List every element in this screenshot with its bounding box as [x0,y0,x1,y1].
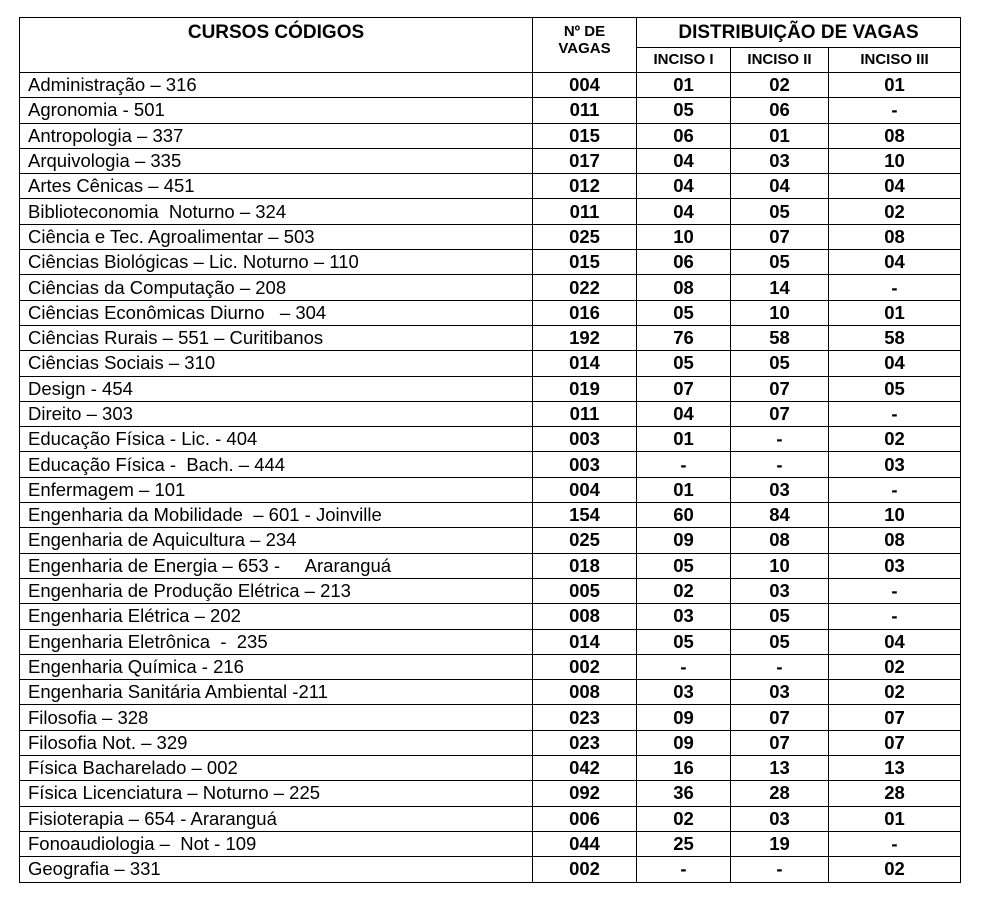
inciso-2-cell: 03 [731,680,829,705]
inciso-2-cell: 14 [731,275,829,300]
inciso-3-cell: - [829,831,961,856]
inciso-1-cell: 09 [637,705,731,730]
header-cursos-codigos: CURSOS CÓDIGOS [20,18,533,73]
course-name-cell: Física Bacharelado – 002 [20,756,533,781]
table-row [20,781,961,806]
inciso-2-cell: 28 [731,781,829,806]
table-row [20,553,961,578]
course-name-cell: Antropologia – 337 [20,123,533,148]
inciso-1-cell: 02 [637,806,731,831]
inciso-2-cell: 07 [731,376,829,401]
table-row [20,756,961,781]
inciso-2-cell: - [731,427,829,452]
table-row [20,123,961,148]
course-name-cell: Ciências Rurais – 551 – Curitibanos [20,325,533,350]
table-row [20,654,961,679]
table-row [20,857,961,882]
vagas-cell: 025 [533,528,637,553]
course-name-cell: Engenharia de Produção Elétrica – 213 [20,578,533,603]
course-name-cell: Engenharia de Energia – 653 - Araranguá [20,553,533,578]
inciso-1-cell: 01 [637,427,731,452]
inciso-3-cell: 04 [829,250,961,275]
inciso-3-cell: 08 [829,224,961,249]
course-name-cell: Educação Física - Bach. – 444 [20,452,533,477]
inciso-1-cell: 01 [637,477,731,502]
table-row [20,831,961,856]
inciso-2-cell: 07 [731,705,829,730]
table-row [20,98,961,123]
vagas-cell: 002 [533,654,637,679]
table-row [20,705,961,730]
table-body [20,73,961,883]
inciso-1-cell: 60 [637,503,731,528]
inciso-3-cell: 07 [829,730,961,755]
course-name-cell: Ciências Econômicas Diurno – 304 [20,300,533,325]
table-row [20,578,961,603]
table-row [20,300,961,325]
inciso-1-cell: 04 [637,199,731,224]
vagas-cell: 023 [533,730,637,755]
inciso-1-cell: 04 [637,148,731,173]
course-name-cell: Fonoaudiologia – Not - 109 [20,831,533,856]
inciso-3-cell: 01 [829,806,961,831]
inciso-2-cell: 84 [731,503,829,528]
inciso-2-cell: 19 [731,831,829,856]
vagas-cell: 003 [533,427,637,452]
inciso-2-cell: 10 [731,553,829,578]
vagas-cell: 011 [533,199,637,224]
table-row [20,528,961,553]
vagas-cell: 002 [533,857,637,882]
header-num-vagas [533,18,637,73]
inciso-3-cell: - [829,604,961,629]
inciso-2-cell: - [731,654,829,679]
inciso-1-cell: 76 [637,325,731,350]
inciso-3-cell: - [829,578,961,603]
inciso-2-cell: - [731,857,829,882]
vagas-cell: 044 [533,831,637,856]
vagas-cell: 004 [533,477,637,502]
inciso-3-cell: 05 [829,376,961,401]
vagas-cell: 008 [533,604,637,629]
vagas-cell: 022 [533,275,637,300]
inciso-1-cell: - [637,654,731,679]
course-name-cell: Ciências Sociais – 310 [20,351,533,376]
vagas-cell: 005 [533,578,637,603]
course-name-cell: Fisioterapia – 654 - Araranguá [20,806,533,831]
inciso-2-cell: 05 [731,351,829,376]
header-inciso-1: INCISO I [637,47,731,72]
inciso-1-cell: 02 [637,578,731,603]
course-name-cell: Geografia – 331 [20,857,533,882]
vagas-cell: 015 [533,250,637,275]
table-row [20,477,961,502]
course-name-cell: Engenharia Química - 216 [20,654,533,679]
inciso-1-cell: 06 [637,250,731,275]
vagas-cell: 018 [533,553,637,578]
inciso-3-cell: 02 [829,857,961,882]
table-row [20,503,961,528]
course-name-cell: Educação Física - Lic. - 404 [20,427,533,452]
header-vagas-line2: VAGAS [558,40,611,57]
inciso-1-cell: 04 [637,174,731,199]
table-row [20,224,961,249]
inciso-2-cell: 58 [731,325,829,350]
inciso-3-cell: - [829,477,961,502]
course-name-cell: Engenharia Elétrica – 202 [20,604,533,629]
table-row [20,427,961,452]
inciso-3-cell: 08 [829,123,961,148]
course-name-cell: Filosofia – 328 [20,705,533,730]
inciso-3-cell: 04 [829,629,961,654]
inciso-2-cell: 03 [731,477,829,502]
inciso-1-cell: 03 [637,680,731,705]
course-name-cell: Engenharia Sanitária Ambiental -211 [20,680,533,705]
inciso-2-cell: 08 [731,528,829,553]
inciso-2-cell: 05 [731,629,829,654]
table-row [20,73,961,98]
course-name-cell: Ciência e Tec. Agroalimentar – 503 [20,224,533,249]
vagas-cell: 092 [533,781,637,806]
inciso-3-cell: 10 [829,148,961,173]
inciso-1-cell: 06 [637,123,731,148]
vagas-cell: 192 [533,325,637,350]
vagas-cell: 042 [533,756,637,781]
inciso-2-cell: 10 [731,300,829,325]
course-name-cell: Administração – 316 [20,73,533,98]
inciso-2-cell: 02 [731,73,829,98]
table-row [20,325,961,350]
inciso-1-cell: - [637,857,731,882]
table-header [20,18,961,73]
course-name-cell: Engenharia de Aquicultura – 234 [20,528,533,553]
inciso-2-cell: 13 [731,756,829,781]
inciso-1-cell: 07 [637,376,731,401]
vagas-cell: 008 [533,680,637,705]
inciso-1-cell: 05 [637,553,731,578]
vagas-cell: 012 [533,174,637,199]
vagas-table [19,17,961,883]
course-name-cell: Biblioteconomia Noturno – 324 [20,199,533,224]
inciso-2-cell: 07 [731,224,829,249]
inciso-3-cell: 04 [829,174,961,199]
vagas-cell: 017 [533,148,637,173]
table-row [20,401,961,426]
vagas-cell: 006 [533,806,637,831]
inciso-3-cell: 01 [829,300,961,325]
course-name-cell: Engenharia da Mobilidade – 601 - Joinville [20,503,533,528]
inciso-3-cell: - [829,98,961,123]
inciso-2-cell: 05 [731,199,829,224]
course-name-cell: Enfermagem – 101 [20,477,533,502]
table-row [20,275,961,300]
inciso-3-cell: - [829,401,961,426]
inciso-3-cell: 02 [829,199,961,224]
table-row [20,250,961,275]
table-row [20,452,961,477]
vagas-cell: 004 [533,73,637,98]
inciso-2-cell: 03 [731,578,829,603]
vagas-cell: 015 [533,123,637,148]
inciso-1-cell: 25 [637,831,731,856]
course-name-cell: Arquivologia – 335 [20,148,533,173]
inciso-3-cell: 02 [829,427,961,452]
course-name-cell: Ciências da Computação – 208 [20,275,533,300]
inciso-2-cell: 07 [731,401,829,426]
inciso-1-cell: 05 [637,98,731,123]
vagas-cell: 014 [533,351,637,376]
inciso-2-cell: 04 [731,174,829,199]
course-name-cell: Design - 454 [20,376,533,401]
inciso-3-cell: 28 [829,781,961,806]
course-name-cell: Filosofia Not. – 329 [20,730,533,755]
inciso-3-cell: 08 [829,528,961,553]
inciso-3-cell: 03 [829,553,961,578]
inciso-2-cell: 03 [731,148,829,173]
inciso-3-cell: 01 [829,73,961,98]
inciso-1-cell: 09 [637,528,731,553]
inciso-2-cell: - [731,452,829,477]
table-row [20,806,961,831]
vagas-cell: 023 [533,705,637,730]
vagas-cell: 016 [533,300,637,325]
inciso-1-cell: 10 [637,224,731,249]
inciso-1-cell: 05 [637,300,731,325]
header-distribuicao: DISTRIBUIÇÃO DE VAGAS [637,18,961,48]
vagas-cell: 025 [533,224,637,249]
table-row [20,604,961,629]
inciso-3-cell: 04 [829,351,961,376]
vagas-cell: 003 [533,452,637,477]
vagas-cell: 014 [533,629,637,654]
inciso-1-cell: 03 [637,604,731,629]
inciso-2-cell: 06 [731,98,829,123]
course-name-cell: Ciências Biológicas – Lic. Noturno – 110 [20,250,533,275]
table-row [20,148,961,173]
table-row [20,351,961,376]
vagas-cell: 011 [533,98,637,123]
inciso-2-cell: 01 [731,123,829,148]
course-name-cell: Direito – 303 [20,401,533,426]
inciso-1-cell: 01 [637,73,731,98]
inciso-1-cell: 05 [637,629,731,654]
inciso-1-cell: 36 [637,781,731,806]
course-name-cell: Artes Cênicas – 451 [20,174,533,199]
header-vagas-line1: Nº DE [563,23,606,40]
header-inciso-3: INCISO III [829,47,961,72]
inciso-2-cell: 07 [731,730,829,755]
inciso-3-cell: 07 [829,705,961,730]
inciso-3-cell: 58 [829,325,961,350]
vagas-cell: 011 [533,401,637,426]
inciso-3-cell: 13 [829,756,961,781]
inciso-1-cell: 05 [637,351,731,376]
table-row [20,680,961,705]
inciso-2-cell: 05 [731,250,829,275]
inciso-1-cell: 16 [637,756,731,781]
table-row [20,174,961,199]
inciso-1-cell: - [637,452,731,477]
table-row [20,199,961,224]
vagas-cell: 154 [533,503,637,528]
header-inciso-2: INCISO II [731,47,829,72]
course-name-cell: Engenharia Eletrônica - 235 [20,629,533,654]
course-name-cell: Física Licenciatura – Noturno – 225 [20,781,533,806]
inciso-2-cell: 05 [731,604,829,629]
table-row [20,629,961,654]
inciso-3-cell: 02 [829,680,961,705]
inciso-3-cell: 10 [829,503,961,528]
inciso-2-cell: 03 [731,806,829,831]
table-row [20,376,961,401]
course-name-cell: Agronomia - 501 [20,98,533,123]
inciso-3-cell: - [829,275,961,300]
inciso-1-cell: 04 [637,401,731,426]
inciso-1-cell: 09 [637,730,731,755]
vagas-cell: 019 [533,376,637,401]
inciso-3-cell: 03 [829,452,961,477]
inciso-1-cell: 08 [637,275,731,300]
table-row [20,730,961,755]
inciso-3-cell: 02 [829,654,961,679]
